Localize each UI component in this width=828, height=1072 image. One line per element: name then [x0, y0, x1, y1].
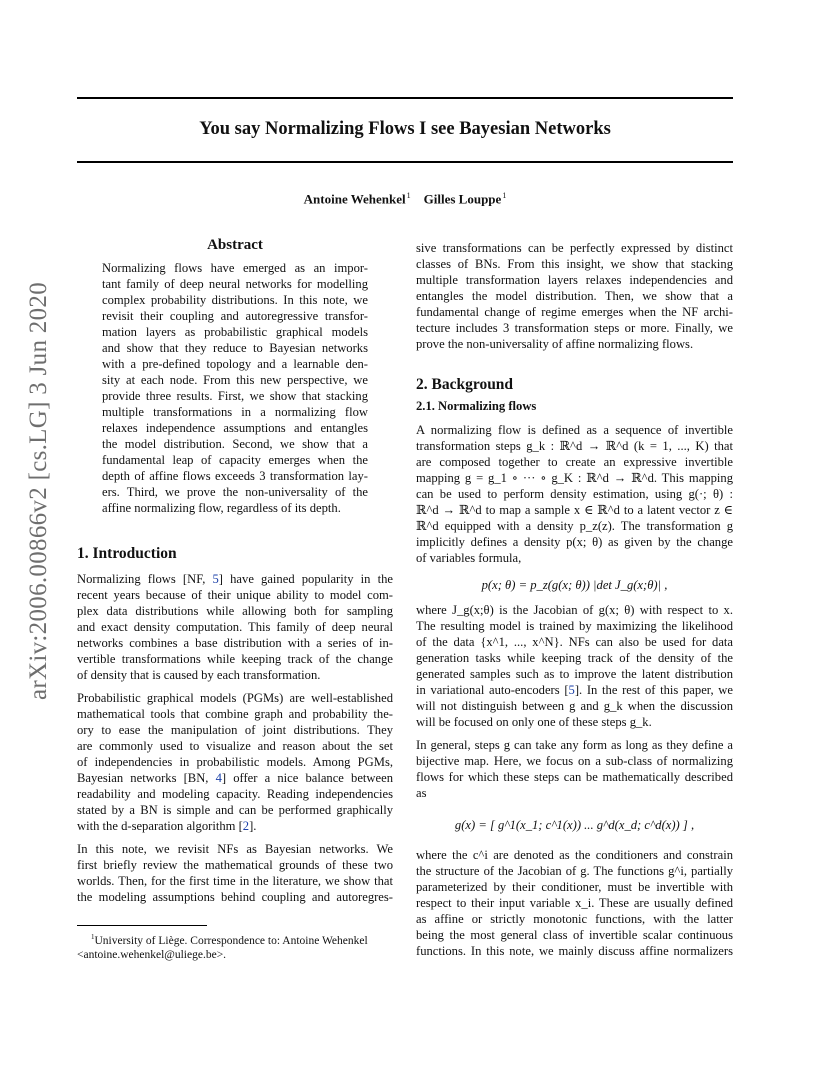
footnote: [77, 930, 393, 962]
text-line: of independencies in probabilistic models. Among PGMs,: [77, 755, 393, 769]
text-line: Normalizing flows [NF, 5] have gained popularity in the: [77, 572, 393, 586]
text-line: as: [416, 786, 427, 800]
text-line: ℝ^d → ℝ^d to map a sample x ∈ ℝ^d to a latent vector z ∈: [416, 503, 733, 517]
text-line: where the c^i are denoted as the conditioners and constrain: [416, 848, 733, 862]
text-line: can be used to perform density estimation, using g(·; θ) :: [416, 487, 733, 501]
section-heading-background: 2. Background: [416, 376, 514, 393]
background-paragraph: [416, 737, 733, 801]
background-paragraph: [416, 422, 733, 566]
intro-paragraph: [77, 690, 393, 834]
text-line: multiple transformation layers relaxes independencies and: [416, 273, 733, 287]
text-line: are commonly used to visualize and reason about the set: [77, 739, 393, 753]
author-affiliation: 1: [406, 191, 411, 200]
abstract-line: mation layers as probabilistic graphical models: [102, 325, 368, 339]
citation-link[interactable]: 4: [215, 771, 222, 785]
abstract-line: complex probability distributions. In this note, we: [102, 293, 368, 307]
equation-change-of-variables: p(x; θ) = p_z(g(x; θ)) |det J_g(x;θ)| ,: [481, 578, 668, 592]
text-line: Bayesian networks [BN, 4] offer a nice balance between: [77, 771, 393, 785]
text-line: with the d-separation algorithm [2].: [77, 819, 257, 833]
text-line: generation tasks while keeping track of the density of the: [416, 651, 733, 665]
text-line: prove the non-universality of affine normalizing flows.: [416, 337, 694, 351]
text-line: fundamental change of regime emerges when the NF archi-: [416, 305, 733, 319]
text-line: flows for which these steps can be mathematically described: [416, 770, 733, 784]
abstract-line: multiple transformations in a normalizing flow: [102, 405, 368, 419]
abstract-continuation: [416, 240, 733, 352]
abstract-body: [102, 260, 368, 516]
author-affiliation: 1: [502, 191, 507, 200]
text-line: of the data {x^1, ..., x^N}. NFs can also be used for data: [416, 635, 733, 649]
abstract-line: ers. Third, we prove the non-universality of the: [102, 485, 368, 499]
top-rule: [77, 97, 733, 99]
background-paragraph: [416, 602, 733, 730]
abstract-line: revisit their coupling and autoregressive transfor-: [102, 309, 368, 323]
abstract-line: affine normalizing flow, regardless of its depth.: [102, 501, 341, 515]
author-name: Antoine Wehenkel: [303, 191, 406, 207]
text-line: as affine or strictly monotonic functions, with the latter: [416, 912, 733, 926]
background-paragraph: [416, 847, 733, 959]
abstract-line: provide three results. First, we show that stacking: [102, 389, 368, 403]
text-line: are composed together to create an expressive invertible: [416, 455, 733, 469]
intro-paragraph: [77, 841, 393, 905]
text-line: classes of BNs. From this insight, we show that stacking: [416, 257, 733, 271]
text-line: bijective map. Here, we focus on a sub-class of normalizing: [416, 754, 733, 768]
footnote-line: [77, 930, 393, 948]
text-line: plex data distributions while allowing both for sampling: [77, 604, 393, 618]
citation-link[interactable]: 2: [242, 819, 250, 833]
text-line: parameterized by their conditioner, must be invertible with: [416, 880, 733, 894]
right-column: [416, 240, 733, 959]
equation-conditioners: g(x) = [ g^1(x_1; c^1(x)) ... g^d(x_d; c^d(x)) ] ,: [454, 818, 695, 832]
text-line: will be focused on only one of these steps g_k.: [416, 715, 652, 729]
abstract-line: sity at each node. From this new perspective, we: [102, 373, 368, 387]
left-column: [77, 237, 393, 905]
text-line: ory to ease the manipulation of joint distributions. They: [77, 723, 393, 737]
text-line: implicitly defines a density p(x; θ) as given by the change: [416, 535, 733, 549]
text-line: vertible transformations while keeping track of the change: [77, 652, 393, 666]
subsection-heading-normalizing-flows: 2.1. Normalizing flows: [416, 399, 537, 413]
abstract-line: with a pre-defined topology and a learnable den-: [102, 357, 368, 371]
abstract-line: Normalizing flows have emerged as an impor-: [102, 261, 368, 275]
text-line: The resulting model is trained by maximizing the likelihood: [416, 619, 733, 633]
text-line: the structure of the Jacobian of g. The functions g^i, partially: [416, 864, 733, 878]
text-line: readability and modeling capacity. Reading independencies: [77, 787, 393, 801]
abstract-line: the model distribution. Second, we show that a: [102, 437, 368, 451]
arxiv-side-label: [24, 282, 54, 700]
text-line: In general, steps g can take any form as long as they define a: [416, 738, 733, 752]
text-line: functions. In this note, we mainly discuss affine normalizers: [416, 944, 733, 958]
paper-title: You say Normalizing Flows I see Bayesian Networks: [199, 119, 611, 139]
text-line: in variational auto-encoders [5]. In the rest of this paper, we: [416, 683, 733, 697]
abstract-line: tant family of deep neural networks for modelling: [102, 277, 368, 291]
text-line: will not distinguish between g and g_k when the discussion: [416, 699, 733, 713]
text-line: worlds. Then, for the first time in the literature, we show that: [77, 874, 393, 888]
text-line: of variables formula,: [416, 551, 522, 565]
text-line: first briefly review the mathematical grounds of these two: [77, 858, 393, 872]
text-line: Probabilistic graphical models (PGMs) are well-established: [77, 691, 393, 705]
author-list: [77, 191, 733, 207]
intro-paragraph: [77, 571, 393, 683]
text-line: the modeling assumptions behind coupling and autoregres-: [77, 890, 393, 904]
text-line: respect to their input variable x_i. These are usually defined: [416, 896, 733, 910]
text-line: stated by a BN is simple and can be performed graphically: [77, 803, 393, 817]
text-line: tecture includes 3 transformation steps or more. Finally, we: [416, 321, 733, 335]
abstract-heading: Abstract: [207, 237, 263, 253]
text-line: In this note, we revisit NFs as Bayesian networks. We: [77, 842, 393, 856]
footnote-email[interactable]: <antoine.wehenkel@uliege.be>.: [77, 948, 227, 961]
abstract-line: and show that they reduce to Bayesian networks: [102, 341, 368, 355]
text-line: where J_g(x;θ) is the Jacobian of g(x; θ) with respect to x.: [416, 603, 733, 617]
citation-link[interactable]: 5: [568, 683, 575, 697]
arxiv-identifier[interactable]: arXiv:2006.00866v2 [cs.LG] 3 Jun 2020: [25, 282, 52, 700]
citation-link[interactable]: 5: [212, 572, 219, 586]
title-rule: [77, 161, 733, 163]
footnote-marker: 1: [91, 933, 95, 941]
text-line: mapping g = g_1 ∘ ··· ∘ g_K : ℝ^d → ℝ^d. This mapping: [416, 471, 733, 485]
text-line: A normalizing flow is defined as a sequence of invertible: [416, 423, 733, 437]
text-line: and exact density computation. This family of deep neural: [77, 620, 393, 634]
footnote-rule: [77, 925, 207, 926]
text-line: ℝ^d equipped with a density p_z(z). The transformation g: [416, 519, 733, 533]
text-line: of density that is caused by each transformation.: [77, 668, 321, 682]
abstract-line: fundamental leap of capacity emerges when the: [102, 453, 368, 467]
author-name: Gilles Louppe: [423, 191, 502, 207]
footnote-affiliation: University of Liège. Correspondence to: Antoine Wehenkel: [94, 934, 368, 947]
section-heading-introduction: 1. Introduction: [77, 545, 177, 562]
abstract-line: depth of affine flows exceeds 3 transformation lay-: [102, 469, 368, 483]
text-line: entangles the model distribution. Then, we show that a: [416, 289, 733, 303]
text-line: recent years because of their unique ability to model com-: [77, 588, 393, 602]
abstract-line: relaxes independence assumptions and entangles: [102, 421, 368, 435]
text-line: transformation steps g_k : ℝ^d → ℝ^d (k = 1, ..., K) that: [416, 439, 733, 453]
text-line: networks combines a base distribution with a series of in-: [77, 636, 393, 650]
text-line: mathematical tools that combine graph and probability the-: [77, 707, 393, 721]
text-line: sive transformations can be perfectly expressed by distinct: [416, 241, 733, 255]
text-line: generated samples such as to improve the latent distribution: [416, 667, 733, 681]
text-line: being the most general class of invertible scalar continuous: [416, 928, 733, 942]
